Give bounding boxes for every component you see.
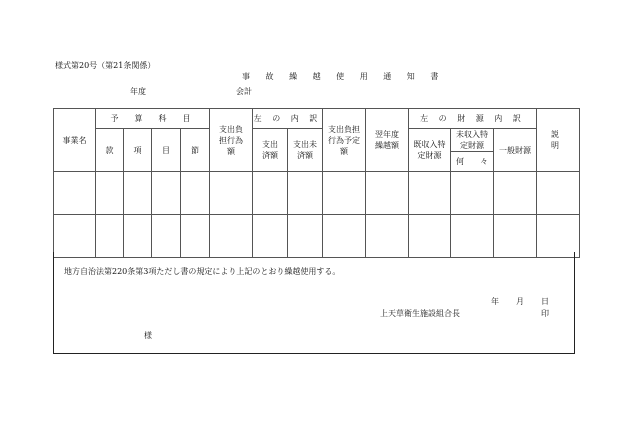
unpaid-header: 支出未済額 xyxy=(288,129,323,172)
fiscal-year-label: 年度 xyxy=(130,87,146,96)
cell xyxy=(451,172,494,215)
project-name-header: 事業名 xyxy=(54,109,96,172)
cell xyxy=(152,172,181,215)
account-label: 会計 xyxy=(236,87,252,96)
cell xyxy=(537,172,580,215)
form-number-label: 様式第20号（第21条関係） xyxy=(55,61,156,70)
table-row xyxy=(54,172,580,215)
kan-header: 款 xyxy=(96,129,124,172)
budget-items-header: 予 算 科 目 xyxy=(96,109,210,129)
carryover-table xyxy=(53,108,593,258)
date-month-label: 月 xyxy=(516,297,524,306)
cell xyxy=(323,172,366,215)
addressee-suffix: 様 xyxy=(144,331,152,340)
cell xyxy=(124,172,152,215)
cell xyxy=(253,172,288,215)
seal-mark: 印 xyxy=(541,309,549,318)
cell xyxy=(409,172,451,215)
explanation-header: 説 明 xyxy=(537,109,580,172)
cell xyxy=(210,172,253,215)
cell xyxy=(494,172,537,215)
nani-header: 何 々 xyxy=(451,152,494,172)
date-year-label: 年 xyxy=(491,297,499,306)
cell xyxy=(366,172,409,215)
general-funds-header: 一般財源 xyxy=(494,129,537,172)
not-received-header: 未収入特定財源 xyxy=(451,129,494,152)
funding-breakdown-header: 左 の 財 源 内 訳 xyxy=(409,109,537,129)
footer-section xyxy=(53,252,575,354)
expenditure-burden-act-header: 支出負担行為額 xyxy=(210,109,253,172)
issuer-name: 上天草衛生施設組合長 xyxy=(380,309,460,318)
kou-header: 項 xyxy=(124,129,152,172)
paid-header: 支出済額 xyxy=(253,129,288,172)
moku-header: 目 xyxy=(152,129,181,172)
statute-text: 地方自治法第220条第3項ただし書の規定により上記のとおり繰越使用する。 xyxy=(64,267,341,276)
cell xyxy=(181,172,210,215)
cell xyxy=(54,172,96,215)
setsu-header: 節 xyxy=(181,129,210,172)
date-day-label: 日 xyxy=(541,297,549,306)
already-received-header: 既収入特定財源 xyxy=(409,129,451,172)
breakdown-header: 左 の 内 訳 xyxy=(253,109,323,129)
cell xyxy=(288,172,323,215)
cell xyxy=(96,172,124,215)
planned-burden-act-header: 支出負担行為予定額 xyxy=(323,109,366,172)
document-title: 事 故 繰 越 使 用 通 知 書 xyxy=(242,72,445,81)
carryover-amount-header: 翌年度繰越額 xyxy=(366,109,409,172)
